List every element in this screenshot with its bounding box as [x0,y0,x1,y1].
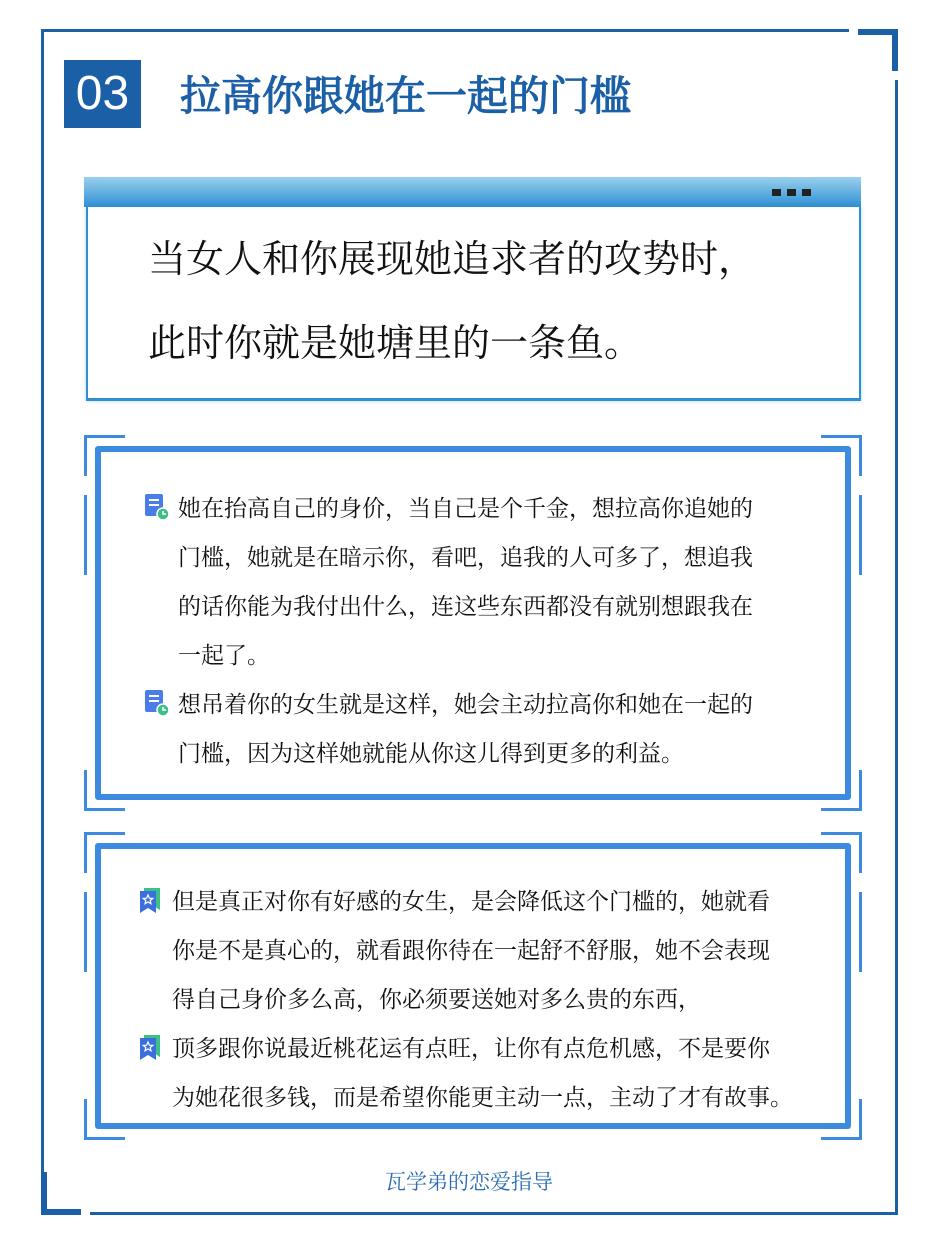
list-item-text: 但是真正对你有好感的女生，是会降低这个门槛的，她就看 你是不是真心的，就看跟你待在一起舒不舒服，她不会表现 得自己身价多么高，你必须要送她对多么贵的东西， [172,889,770,1013]
list-item [138,878,838,1025]
frame-bottom-line [90,1212,898,1215]
quote-card [84,177,861,401]
document-clock-icon [144,493,170,521]
more-dots-icon [772,189,811,196]
list-item [144,485,834,681]
quote-card-body [86,207,861,401]
quote-line-1: 当女人和你展现她追求者的攻势时， [148,237,757,281]
list-item-text: 想吊着你的女生就是这样，她会主动拉高你和她在一起的 门槛，因为这样她就能从你这儿得到更多的利益。 [178,692,753,767]
frame-right-line [895,80,898,1215]
frame-left-line [41,29,44,1215]
frame-top-line [41,29,849,32]
star-bookmark-icon [138,886,164,914]
list-item-text: 她在抬高自己的身价，当自己是个千金，想拉高你追她的 门槛，她就是在暗示你，看吧，追我的人可多了，想追我 的话你能为我付出什么，连这些东西都没有就别想跟我在 一起了。 [178,496,753,669]
footer-signature: 瓦学弟的恋爱指导 [385,1170,553,1194]
content-box-1 [84,435,862,811]
content-box-2 [84,832,862,1140]
list-item [138,1025,858,1123]
quote-card-titlebar [84,177,861,207]
frame-corner-bottom-left [41,1209,81,1215]
list-item-text: 顶多跟你说最近桃花运有点旺，让你有点危机感，不是要你 为她花很多钱，而是希望你能更主动一点，主动了才有故事。 [172,1036,793,1111]
section-title: 拉高你跟她在一起的门槛 [180,72,631,120]
star-bookmark-icon [138,1033,164,1061]
document-clock-icon [144,689,170,717]
frame-corner-top-right-vertical [892,29,898,71]
quote-line-2: 此时你就是她塘里的一条鱼。 [148,321,643,365]
section-number-badge: 03 [64,60,141,128]
list-item [144,681,834,779]
